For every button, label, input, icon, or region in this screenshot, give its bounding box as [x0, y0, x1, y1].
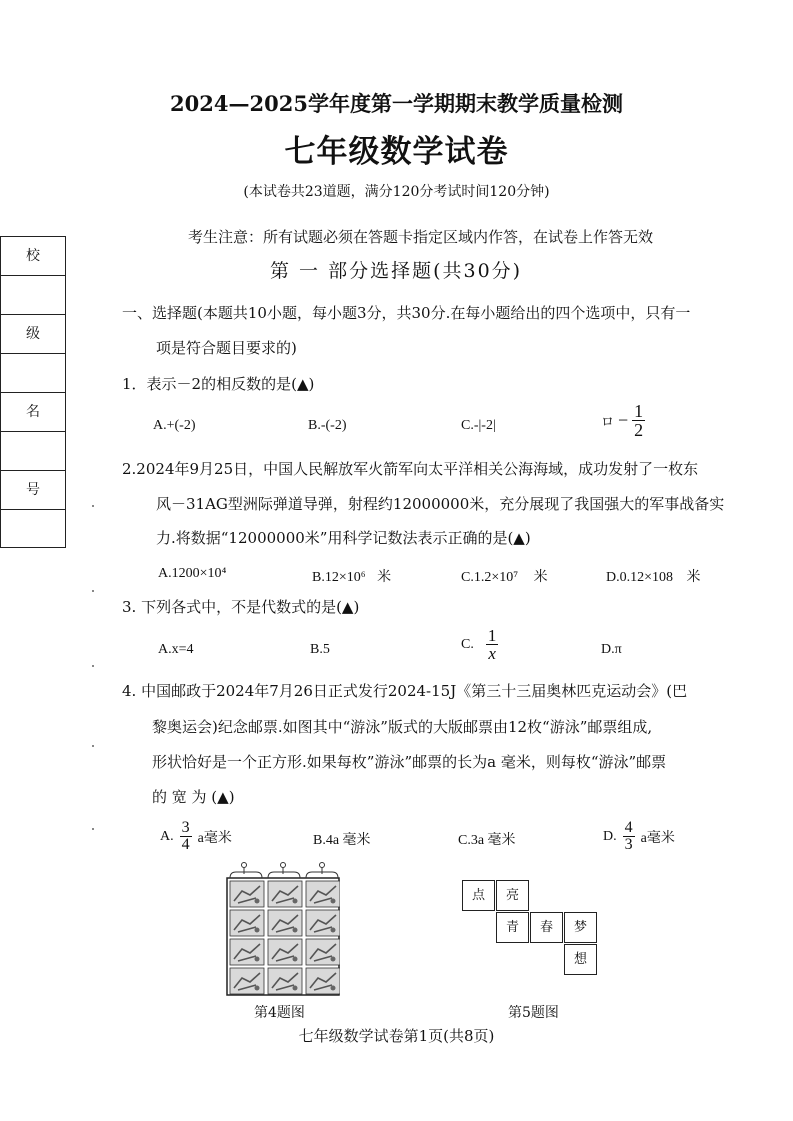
stamp-mark — [293, 986, 298, 991]
q1-option-d[interactable] — [601, 402, 645, 439]
q2-option-c-value: C.1.2×10⁷ — [461, 570, 519, 585]
q4-line1: 4. 中国邮政于2024年7月26日正式发行2024-15J《第三十三届奥林匹克运动会》(巴 — [122, 682, 688, 700]
binding-dot — [92, 505, 94, 507]
fraction-denominator: 2 — [634, 420, 644, 440]
q4-option-c[interactable]: C.3a 毫米 — [458, 833, 516, 848]
fraction-denominator: 3 — [624, 836, 633, 853]
q3-stem: 3. 下列各式中，不是代数式的是(▲) — [122, 598, 360, 616]
q1-option-d-sign: − — [618, 410, 629, 430]
stamp-mark — [331, 986, 336, 991]
fraction-denominator: x — [488, 644, 496, 663]
q4-option-d-fraction — [623, 820, 635, 853]
fraction-numerator: 4 — [624, 819, 633, 836]
page-footer: 七年级数学试卷第1页(共8页) — [298, 1027, 495, 1045]
stamp-mark — [255, 928, 260, 933]
q1-stem: 1．表示－2的相反数的是(▲) — [122, 375, 315, 393]
q4-option-d-label: D. — [603, 828, 617, 844]
net-cell: 春 — [530, 912, 563, 943]
q1-option-c[interactable]: C.-|-2| — [461, 418, 496, 433]
student-info-box — [0, 236, 66, 548]
class-field[interactable] — [1, 354, 65, 393]
q1-option-d-prefix: ロ — [601, 414, 615, 429]
figure5-cube-net — [462, 880, 602, 980]
q2-option-b-unit: 米 — [377, 570, 392, 585]
net-cell: 梦 — [564, 912, 597, 943]
binding-dot — [92, 828, 94, 830]
q2-option-b-value: B.12×10⁶ — [312, 570, 366, 585]
section1-line1: 一、选择题(本题共10小题，每小题3分，共30分.在每小题给出的四个选项中，只有一 — [122, 304, 691, 322]
binding-dot — [92, 745, 94, 747]
q4-option-a-unit: a毫米 — [197, 830, 232, 846]
figure4-stamp-sheet — [226, 860, 340, 996]
q2-option-d[interactable] — [606, 566, 701, 586]
q2-line3: 力.将数据“12000000米”用科学记数法表示正确的是(▲) — [156, 529, 531, 547]
q2-line1: 2.2024年9月25日，中国人民解放军火箭军向太平洋相关公海海域，成功发射了一枚东 — [122, 460, 699, 478]
q4-line3: 形状恰好是一个正方形.如果每枚”游泳”邮票的长为a 毫米，则每枚“游泳”邮票 — [152, 753, 667, 771]
q4-option-b[interactable]: B.4a 毫米 — [313, 833, 371, 848]
section1-line2: 项是符合题目要求的) — [156, 339, 297, 357]
fraction-numerator: 1 — [487, 626, 497, 645]
q2-option-c[interactable] — [461, 566, 548, 586]
figure4-caption: 第4题图 — [254, 1005, 305, 1021]
stamp-mark — [293, 957, 298, 962]
q3-option-c[interactable] — [461, 627, 498, 662]
exam-notice: 考生注意：所有试题必须在答题卡指定区域内作答，在试卷上作答无效 — [188, 228, 654, 246]
q2-option-a[interactable]: A.1200×10⁴ — [158, 566, 227, 581]
figure5-caption: 第5题图 — [508, 1005, 559, 1021]
name-field[interactable] — [1, 432, 65, 471]
fraction-denominator: 4 — [181, 836, 190, 853]
part-title: 第 一 部分选择题(共30分) — [270, 260, 523, 282]
net-cell: 亮 — [496, 880, 529, 911]
stamp-mark — [331, 899, 336, 904]
exam-subtitle: (本试卷共23道题，满分120分考试时间120分钟) — [243, 184, 550, 200]
stamp-mark — [331, 957, 336, 962]
q4-option-d-unit: a毫米 — [640, 830, 675, 846]
q1-option-a[interactable]: A.+(-2) — [153, 418, 196, 433]
q1-option-b[interactable]: B.-(-2) — [308, 418, 347, 433]
q2-option-d-value: D.0.12×108 — [606, 570, 674, 585]
q4-option-a-label: A. — [160, 828, 174, 844]
q2-option-b[interactable] — [312, 566, 391, 586]
stamp-mark — [255, 957, 260, 962]
q2-option-d-unit: 米 — [686, 570, 701, 585]
q1-option-d-fraction — [632, 402, 645, 439]
school-label: 校 — [1, 237, 65, 276]
school-field[interactable] — [1, 276, 65, 315]
q4-option-a-fraction — [180, 820, 192, 853]
q2-line2: 风－31AG型洲际弹道导弹，射程约12000000米，充分展现了我国强大的军事战备实 — [156, 495, 725, 513]
exam-title-line1: 2024—2025学年度第一学期期末教学质量检测 — [170, 91, 623, 116]
q4-line2: 黎奥运会)纪念邮票.如图其中“游泳”版式的大版邮票由12枚“游泳”邮票组成, — [152, 718, 653, 736]
stamp-mark — [255, 899, 260, 904]
fraction-numerator: 3 — [181, 819, 190, 836]
exam-title-line2: 七年级数学试卷 — [284, 134, 509, 170]
q2-option-c-unit: 米 — [533, 570, 548, 585]
binding-dot — [92, 590, 94, 592]
q3-option-c-fraction — [486, 627, 499, 662]
q3-option-a[interactable]: A.x=4 — [158, 642, 194, 657]
stamp-mark — [255, 986, 260, 991]
name-label: 名 — [1, 393, 65, 432]
q3-option-b[interactable]: B.5 — [310, 642, 330, 657]
q4-option-a[interactable] — [160, 820, 232, 853]
fraction-numerator: 1 — [634, 401, 644, 421]
stamp-mark — [293, 928, 298, 933]
binding-dot — [92, 665, 94, 667]
net-cell: 青 — [496, 912, 529, 943]
stamp-mark — [293, 899, 298, 904]
q4-line4: 的 宽 为 (▲) — [152, 788, 235, 806]
net-cell: 想 — [564, 944, 597, 975]
q4-option-d[interactable] — [603, 820, 675, 853]
q3-option-d[interactable]: D.π — [601, 642, 622, 657]
number-label: 号 — [1, 471, 65, 510]
class-label: 级 — [1, 315, 65, 354]
stamp-mark — [331, 928, 336, 933]
number-field[interactable] — [1, 510, 65, 549]
net-cell: 点 — [462, 880, 495, 911]
q3-option-c-label: C. — [461, 636, 474, 652]
